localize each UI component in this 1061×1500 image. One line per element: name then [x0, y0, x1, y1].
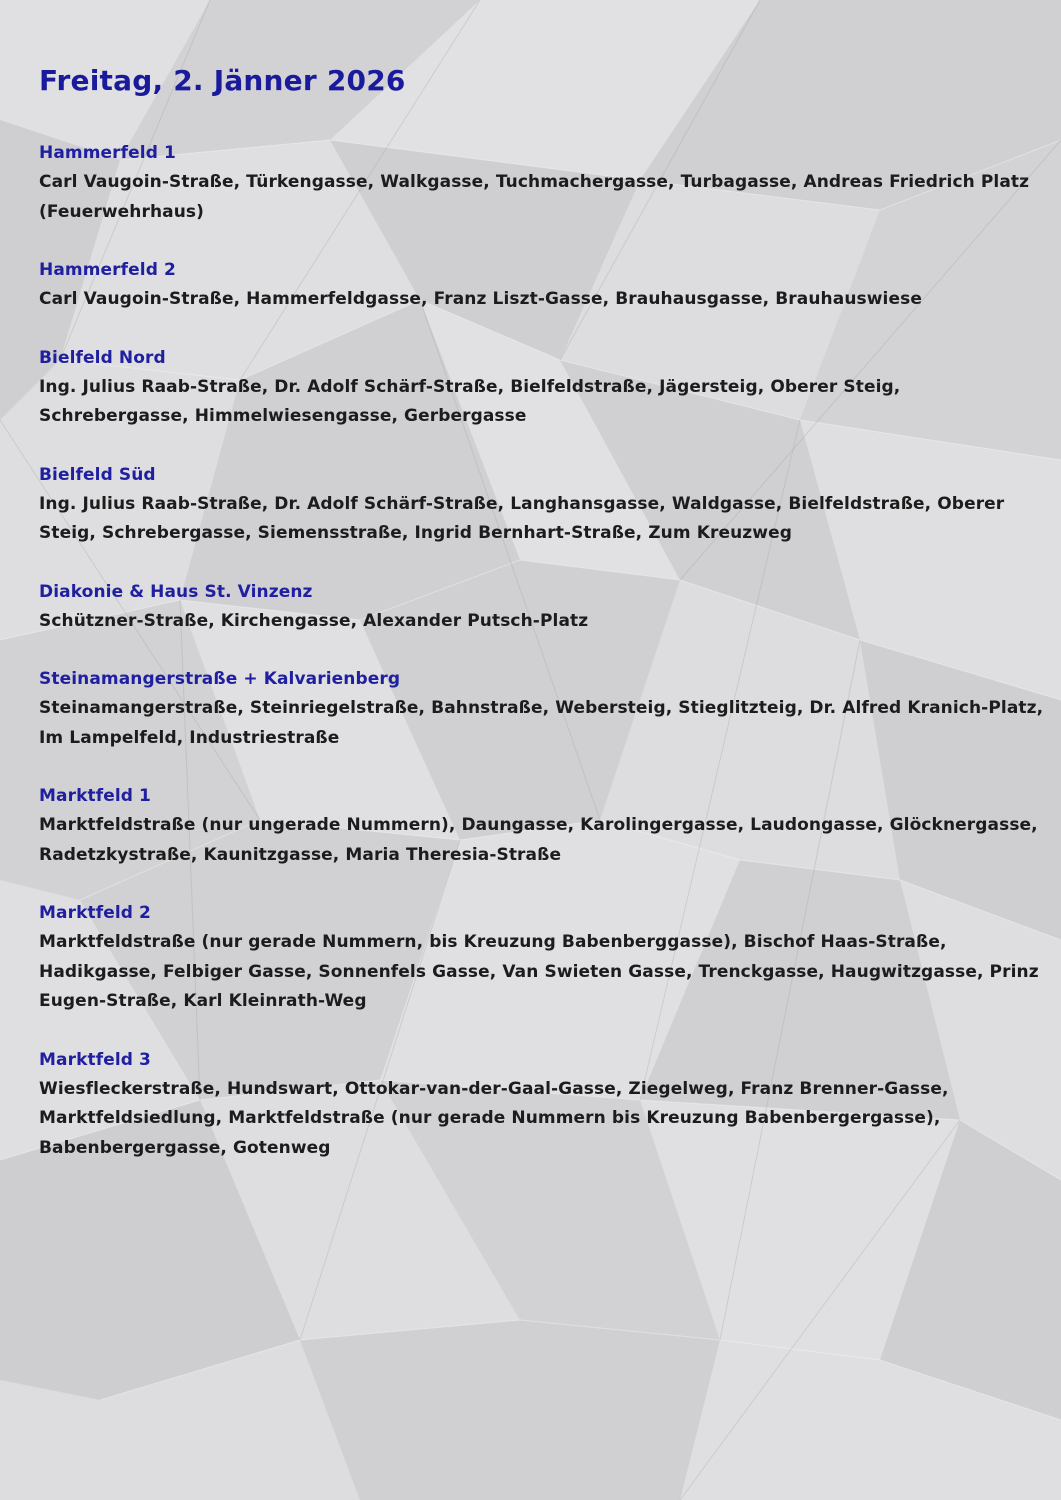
area-section-marktfeld-1	[39, 782, 1055, 870]
street-list: Wiesfleckerstraße, Hundswart, Ottokar-van-der-Gaal-Gasse, Ziegelweg, Franz Brenner-Gasse, Marktfeldsiedlung, Marktfeldstraße (nur gerade Nummern bis Kreuzung Babenbergergasse), Babenbergergasse, Gotenweg	[39, 1078, 949, 1158]
area-heading: Marktfeld 2	[39, 903, 151, 923]
area-heading: Steinamangerstraße + Kalvarienberg	[39, 669, 401, 689]
area-heading: Bielfeld Süd	[39, 464, 156, 485]
area-section-marktfeld-3	[39, 1046, 1055, 1164]
street-list: Steinamangerstraße, Steinriegelstraße, Bahnstraße, Webersteig, Stieglitzteig, Dr. Alfred Kranich-Platz, Im Lampelfeld, Industriestraße	[39, 698, 1044, 748]
area-section-steinamangerstrasse	[39, 665, 1055, 753]
street-list: Ing. Julius Raab-Straße, Dr. Adolf Schärf-Straße, Langhansgasse, Waldgasse, Bielfeldstraße, Oberer Steig, Schrebergasse, Siemensstraße, Ingrid Bernhart-Straße, Zum Kreuzweg	[39, 493, 1005, 543]
street-list: Marktfeldstraße (nur ungerade Nummern), Daungasse, Karolingergasse, Laudongasse, Glöcknergasse, Radetzkystraße, Kaunitzgasse, Maria Theresia-Straße	[39, 815, 1038, 865]
street-list: Marktfeldstraße (nur gerade Nummern, bis Kreuzung Babenberggasse), Bischof Haas-Straße, Hadikgasse, Felbiger Gasse, Sonnenfels Gasse, Van Swieten Gasse, Trenckgasse, Haugwitzgasse, Prinz Eugen-Straße, Karl Kleinrath-Weg	[39, 932, 1039, 1011]
area-section-hammerfeld-2	[39, 256, 1055, 315]
area-heading: Diakonie & Haus St. Vinzenz	[39, 581, 313, 602]
document-content	[39, 62, 1055, 1192]
street-list: Carl Vaugoin-Straße, Türkengasse, Walkgasse, Tuchmachergasse, Turbagasse, Andreas Friedrich Platz (Feuerwehrhaus)	[39, 172, 1030, 222]
area-section-bielfeld-sued	[39, 461, 1055, 549]
area-heading: Bielfeld Nord	[39, 347, 166, 368]
area-heading: Marktfeld 1	[39, 786, 151, 806]
area-section-diakonie	[39, 578, 1055, 637]
street-list: Schützner-Straße, Kirchengasse, Alexander Putsch-Platz	[39, 610, 589, 631]
area-heading: Hammerfeld 2	[39, 260, 176, 280]
page-title: Freitag, 2. Jänner 2026	[39, 64, 406, 97]
area-section-marktfeld-2	[39, 899, 1055, 1017]
area-section-hammerfeld-1	[39, 139, 1055, 227]
area-section-bielfeld-nord	[39, 344, 1055, 432]
street-list: Carl Vaugoin-Straße, Hammerfeldgasse, Franz Liszt-Gasse, Brauhausgasse, Brauhauswiese	[39, 289, 922, 309]
street-list: Ing. Julius Raab-Straße, Dr. Adolf Schärf-Straße, Bielfeldstraße, Jägersteig, Oberer Steig, Schrebergasse, Himmelwiesengasse, Gerbergasse	[39, 376, 901, 426]
area-heading: Marktfeld 3	[39, 1049, 151, 1070]
area-heading: Hammerfeld 1	[39, 143, 176, 163]
